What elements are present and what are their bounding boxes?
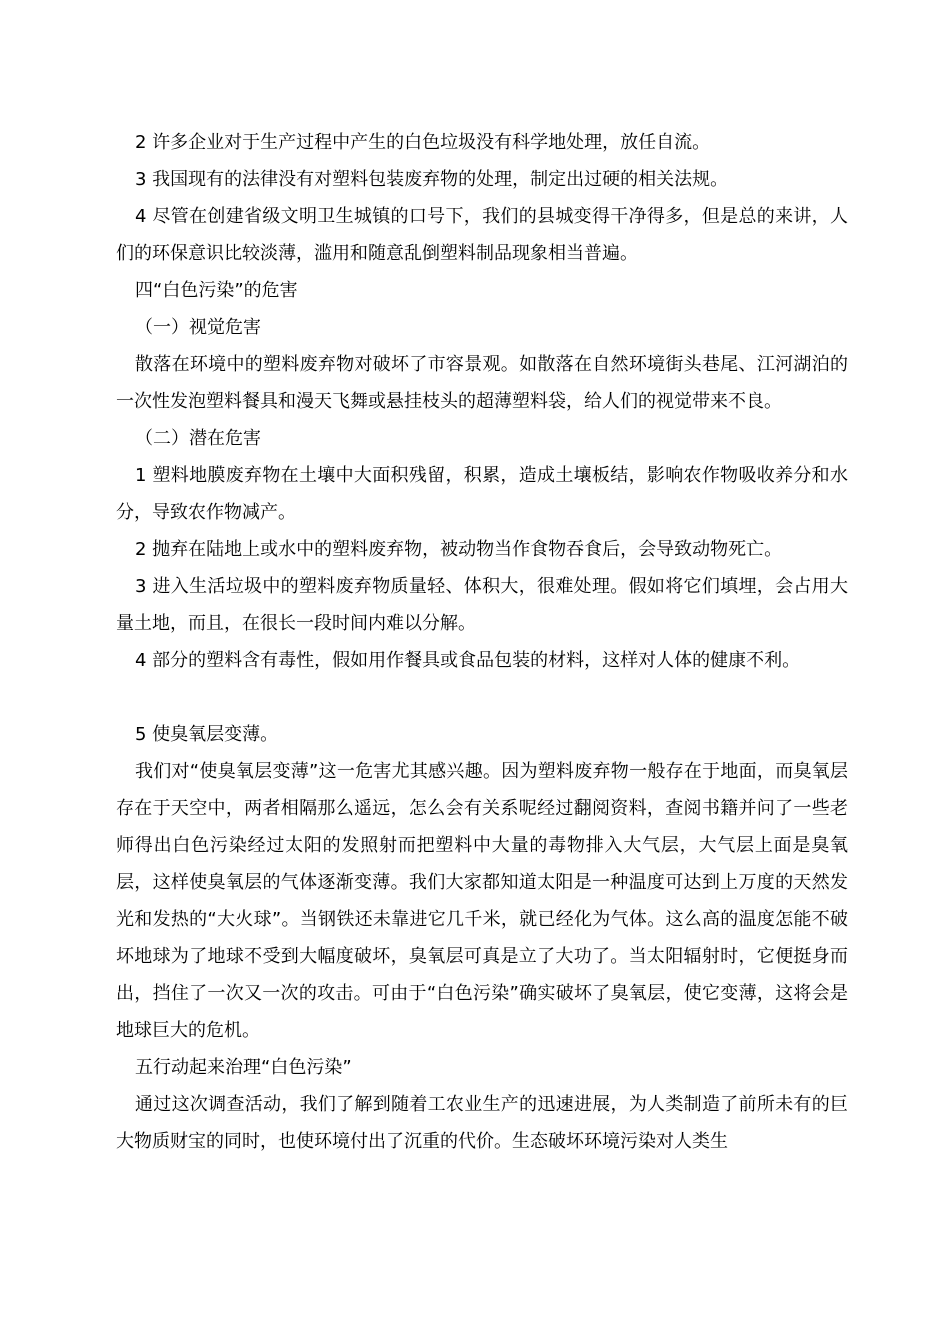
- paragraph-item-4-awareness: 4 尽管在创建省级文明卫生城镇的口号下，我们的县城变得干净得多，但是总的来讲，人们的环保意识比较淡薄，滥用和随意乱倒塑料制品现象相当普遍。: [116, 206, 848, 264]
- subsection-heading-visual: （一）视觉危害: [135, 317, 261, 338]
- paragraph-item-4-toxicity: 4 部分的塑料含有毒性，假如用作餐具或食品包装的材料，这样对人体的健康不利。: [135, 650, 801, 671]
- paragraph-item-3-laws: 3 我国现有的法律没有对塑料包装废弃物的处理，制定出过硬的相关法规。: [135, 169, 729, 190]
- paragraph-survey-conclusion: 通过这次调查活动，我们了解到随着工农业生产的迅速进展，为人类制造了前所未有的巨大物质财宝的同时，也使环境付出了沉重的代价。生态破坏环境污染对人类生: [116, 1094, 848, 1152]
- section-heading-hazards: 四“白色污染”的危害: [135, 280, 298, 301]
- paragraph-item-5-ozone: 5 使臭氧层变薄。: [135, 724, 279, 745]
- document-page: [116, 124, 848, 1160]
- subsection-heading-potential: （二）潜在危害: [135, 428, 261, 449]
- paragraph-ozone-discussion: 我们对“使臭氧层变薄”这一危害尤其感兴趣。因为塑料废弃物一般存在于地面，而臭氧层存在于天空中，两者相隔那么遥远，怎么会有关系呢经过翻阅资料，查阅书籍并问了一些老师得出白色污染经过太阳的发照射而把塑料中大量的毒物排入大气层，大气层上面是臭氧层，这样使臭氧层的气体逐渐变薄。我们大家都知道太阳是一种温度可达到上万度的天然发光和发热的“大火球”。当钢铁还未靠进它几千米，就已经化为气体。这么高的温度怎能不破坏地球为了地球不受到大幅度破坏，臭氧层可真是立了大功了。当太阳辐射时，它便挺身而出，挡住了一次又一次的攻击。可由于“白色污染”确实破坏了臭氧层，使它变薄，这将会是地球巨大的危机。: [116, 761, 848, 1041]
- paragraph-visual-hazard: 散落在环境中的塑料废弃物对破坏了市容景观。如散落在自然环境街头巷尾、江河湖泊的一次性发泡塑料餐具和漫天飞舞或悬挂枝头的超薄塑料袋，给人们的视觉带来不良。: [116, 354, 848, 412]
- paragraph-item-3-landfill: 3 进入生活垃圾中的塑料废弃物质量轻、体积大，很难处理。假如将它们填埋，会占用大量土地，而且，在很长一段时间内难以分解。: [116, 576, 848, 634]
- paragraph-item-1-soil: 1 塑料地膜废弃物在土壤中大面积残留，积累，造成土壤板结，影响农作物吸收养分和水分，导致农作物减产。: [116, 465, 848, 523]
- paragraph-item-2-enterprises: 2 许多企业对于生产过程中产生的白色垃圾没有科学地处理，放任自流。: [135, 132, 711, 153]
- paragraph-spacer: [116, 679, 848, 716]
- section-heading-action: 五行动起来治理“白色污染”: [135, 1057, 352, 1078]
- paragraph-item-2-animals: 2 抛弃在陆地上或水中的塑料废弃物，被动物当作食物吞食后，会导致动物死亡。: [135, 539, 783, 560]
